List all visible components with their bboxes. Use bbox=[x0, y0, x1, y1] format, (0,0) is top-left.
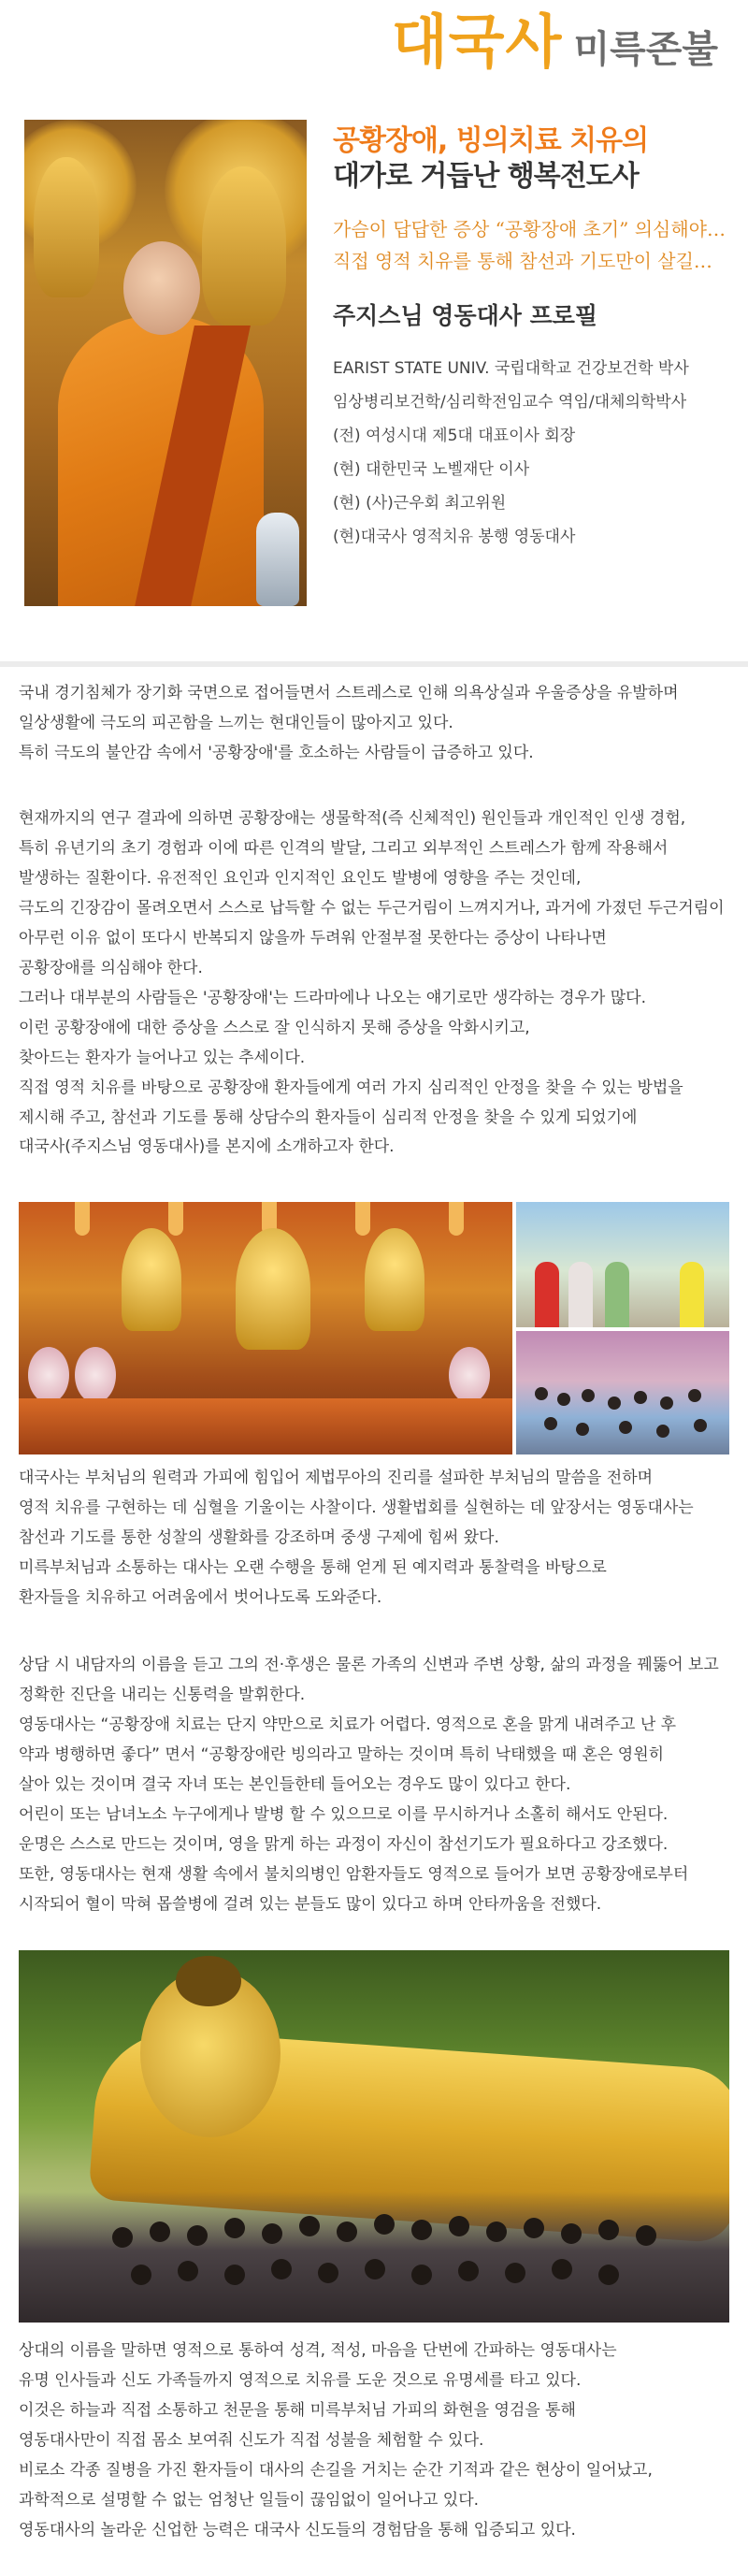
temple-subtitle: 미륵존불 bbox=[573, 28, 718, 71]
text-line: 대국사(주지스님 영동대사)를 본지에 소개하고자 한다. bbox=[19, 1137, 395, 1157]
tagline-line: 가슴이 답답한 증상 “공황장애 초기” 의심해야… bbox=[333, 218, 726, 240]
text-line: 어린이 또는 남녀노소 누구에게나 발병 할 수 있으므로 이를 무시하거나 소홀히 해서도 안된다. bbox=[19, 1804, 669, 1824]
text-line: 운명은 스스로 만드는 것이며, 영을 맑게 하는 과정이 자신이 참선기도가 필요하다고 강조했다. bbox=[19, 1834, 669, 1854]
event-performance-photo bbox=[516, 1202, 729, 1327]
text-line: 발생하는 질환이다. 유전적인 요인과 인지적인 요인도 발병에 영향을 주는 것인데, bbox=[19, 868, 582, 888]
text-line: 공황장애를 의심해야 한다. bbox=[19, 958, 203, 977]
text-line: 특히 유년기의 초기 경험과 이에 따른 인격의 발달, 그리고 외부적인 스트레스가 함께 작용해서 bbox=[19, 838, 669, 858]
text-line: 영동대사는 “공황장애 치료는 단지 약만으로 치료가 어렵다. 영적으로 혼을 맑게 내려주고 난 후 bbox=[19, 1715, 677, 1734]
text-line: 그러나 대부분의 사람들은 '공황장애'는 드라마에나 나오는 얘기로만 생각하는 경우가 많다. bbox=[19, 988, 646, 1007]
temple-name: 대국사 bbox=[391, 7, 563, 76]
text-line: 일상생활에 극도의 피곤함을 느끼는 현대인들이 많아지고 있다. bbox=[19, 713, 453, 732]
credential-item: EARIST STATE UNIV. 국립대학교 건강보건학 박사 bbox=[333, 359, 689, 378]
article-section-2 bbox=[19, 804, 729, 1163]
text-line: 상대의 이름을 말하면 영적으로 통하여 성격, 적성, 마음을 단번에 간파하는 영동대사는 bbox=[19, 2341, 617, 2360]
tagline-line: 직접 영적 치유를 통해 참선과 기도만이 살길… bbox=[333, 250, 712, 272]
text-line: 극도의 긴장감이 몰려오면서 스스로 납득할 수 없는 두근거림이 느껴지거나, 과거에 가졌던 두근거림이 bbox=[19, 898, 725, 918]
brand-header bbox=[391, 7, 718, 76]
text-line: 또한, 영동대사는 현재 생활 속에서 불치의병인 암환자들도 영적으로 들어가 보면 공황장애로부터 bbox=[19, 1864, 689, 1884]
credential-item: 임상병리보건학/심리학전임교수 역임/대체의학박사 bbox=[333, 393, 687, 412]
article-section-3 bbox=[19, 1464, 729, 1614]
text-line: 환자들을 치유하고 어려움에서 벗어나도록 도와준다. bbox=[19, 1587, 382, 1607]
text-line: 이것은 하늘과 직접 소통하고 천문을 통해 미륵부처님 가피의 화현을 영검을 통해 bbox=[19, 2400, 576, 2420]
credential-item: (현)대국사 영적치유 봉행 영동대사 bbox=[333, 528, 576, 546]
text-line: 약과 병행하면 좋다” 면서 “공황장애란 빙의라고 말하는 것이며 특히 낙태했을 때 혼은 영원히 bbox=[19, 1744, 665, 1764]
monk-portrait-photo bbox=[24, 120, 307, 606]
credential-list bbox=[333, 352, 726, 554]
text-line: 영적 치유를 구현하는 데 심혈을 기울이는 사찰이다. 생활법회를 실현하는 데 앞장서는 영동대사는 bbox=[19, 1498, 694, 1517]
section-divider bbox=[0, 661, 748, 667]
tagline bbox=[333, 213, 726, 277]
credential-item: (현) 대한민국 노벨재단 이사 bbox=[333, 460, 530, 479]
profile-intro bbox=[333, 124, 726, 554]
text-line: 아무런 이유 없이 또다시 반복되지 않을까 두려워 안절부절 못한다는 증상이 나타나면 bbox=[19, 928, 607, 948]
text-line: 현재까지의 연구 결과에 의하면 공황장애는 생물학적(즉 신체적인) 원인들과 개인적인 인생 경험, bbox=[19, 809, 686, 828]
text-line: 찾아드는 환자가 늘어나고 있는 추세이다. bbox=[19, 1048, 306, 1067]
text-line: 영동대사의 놀라운 신업한 능력은 대국사 신도들의 경험담을 통해 입증되고 있다. bbox=[19, 2520, 576, 2540]
text-line: 참선과 기도를 통한 성찰의 생활화를 강조하며 중생 구제에 힘써 왔다. bbox=[19, 1527, 499, 1547]
text-line: 미륵부처님과 소통하는 대사는 오랜 수행을 통해 얻게 된 예지력과 통찰력을 바탕으로 bbox=[19, 1557, 607, 1577]
text-line: 정확한 진단을 내리는 신통력을 발휘한다. bbox=[19, 1685, 306, 1704]
text-line: 과학적으로 설명할 수 없는 엄청난 일들이 끊임없이 일어나고 있다. bbox=[19, 2490, 480, 2510]
text-line: 국내 경기침체가 장기화 국면으로 접어들면서 스트레스로 인해 의욕상실과 우울증상을 유발하며 bbox=[19, 684, 679, 702]
text-line: 대국사는 부처님의 원력과 가피에 힘입어 제법무아의 진리를 설파한 부처님의 말씀을 전하며 bbox=[19, 1469, 654, 1487]
text-line: 유명 인사들과 신도 가족들까지 영적으로 치유를 도운 것으로 유명세를 타고 있다. bbox=[19, 2370, 582, 2390]
text-line: 살아 있는 것이며 결국 자녀 또는 본인들한테 들어오는 경우도 많이 있다고 한다. bbox=[19, 1774, 571, 1794]
headline-secondary: 대가로 거듭난 행복전도사 bbox=[333, 160, 639, 193]
text-line: 시작되어 혈이 막혀 몹쓸병에 걸려 있는 분들도 많이 있다고 하며 안타까움을 전했다. bbox=[19, 1894, 602, 1914]
text-line: 이런 공황장애에 대한 증상을 스스로 잘 인식하지 못해 증상을 악화시키고, bbox=[19, 1018, 530, 1037]
text-line: 영동대사만이 직접 몸소 보여줘 신도가 직접 성불을 체험할 수 있다. bbox=[19, 2430, 484, 2450]
reclining-buddha-photo bbox=[19, 1950, 729, 2323]
article-section-1 bbox=[19, 679, 729, 769]
text-line: 제시해 주고, 참선과 기도를 통해 상담수의 환자들이 심리적 안정을 찾을 수 있게 되었기에 bbox=[19, 1107, 638, 1127]
headline-primary: 공황장애, 빙의치료 치유의 bbox=[333, 124, 649, 157]
article-section-4 bbox=[19, 1651, 729, 1920]
congregation-photo bbox=[516, 1331, 729, 1454]
credential-item: (현) (사)근우회 최고위원 bbox=[333, 494, 507, 513]
credential-item: (전) 여성시대 제5대 대표이사 회장 bbox=[333, 427, 576, 445]
text-line: 상담 시 내담자의 이름을 듣고 그의 전·후생은 물론 가족의 신변과 주변 상황, 삶의 과정을 꿰뚫어 보고 bbox=[19, 1656, 719, 1674]
text-line: 특히 극도의 불안감 속에서 '공황장애'를 호소하는 사람들이 급증하고 있다. bbox=[19, 743, 534, 762]
profile-title: 주지스님 영동대사 프로필 bbox=[333, 302, 598, 329]
text-line: 직접 영적 치유를 바탕으로 공황장애 환자들에게 여러 가지 심리적인 안정을 찾을 수 있는 방법을 bbox=[19, 1078, 683, 1097]
text-line: 비로소 각종 질병을 가진 환자들이 대사의 손길을 거치는 순간 기적과 같은 현상이 일어났고, bbox=[19, 2460, 653, 2480]
article-section-5 bbox=[19, 2337, 729, 2546]
temple-interior-photo bbox=[19, 1202, 512, 1454]
